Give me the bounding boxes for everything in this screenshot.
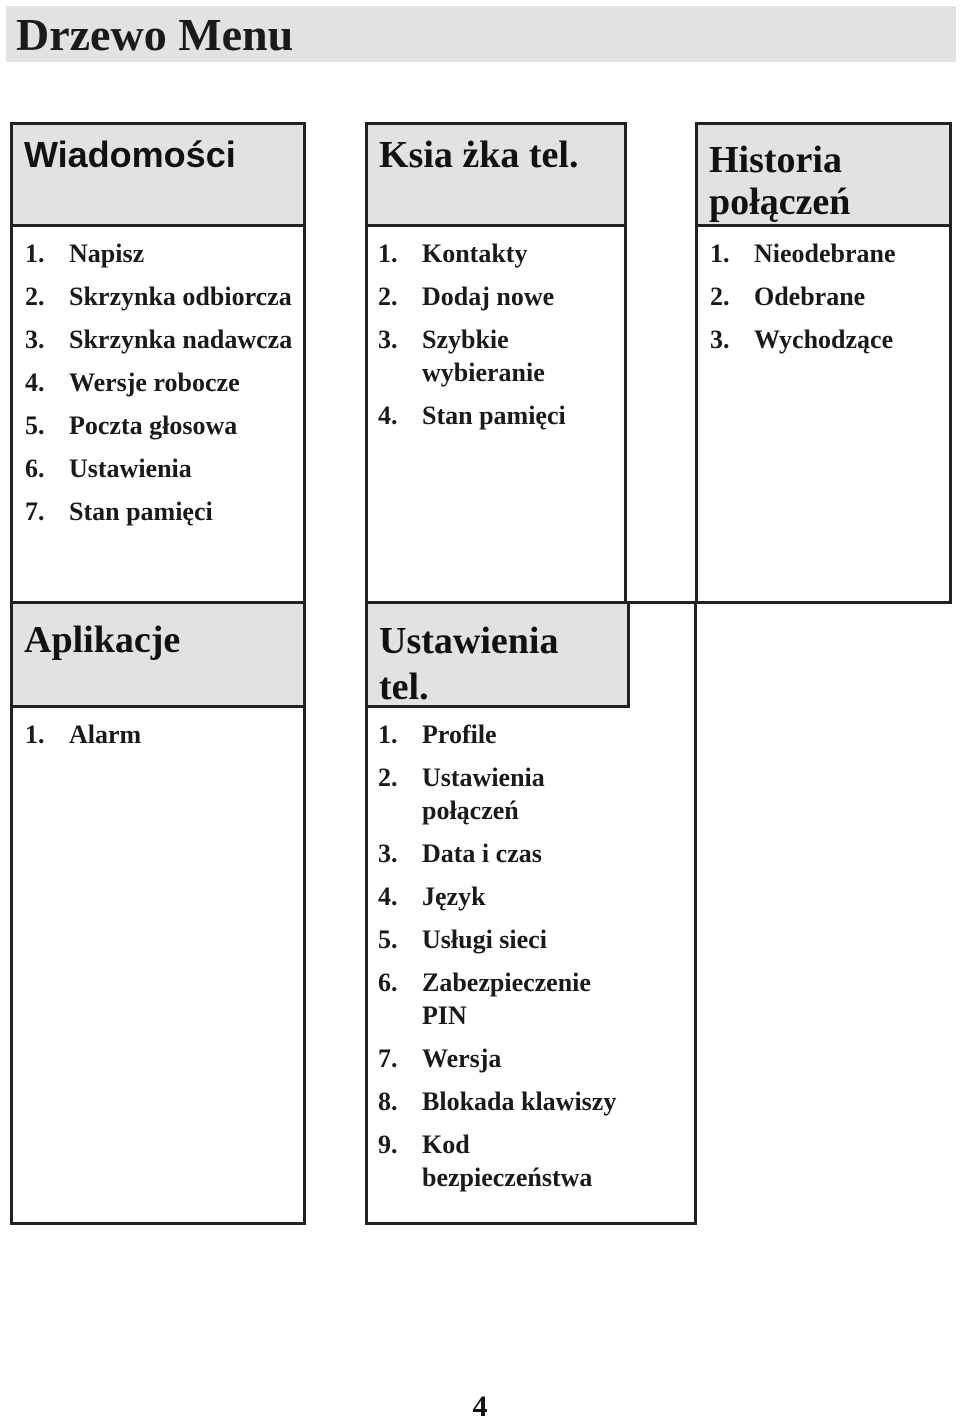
section-heading-historia xyxy=(698,125,949,227)
item-number: 3. xyxy=(378,325,398,354)
item-label: Dodaj nowe xyxy=(422,282,555,311)
item-number: 4. xyxy=(378,401,398,430)
list-item xyxy=(25,323,295,356)
item-label: Wersja xyxy=(422,1044,502,1073)
menu-list-wiadomosci xyxy=(25,237,295,538)
item-number: 1. xyxy=(378,720,398,749)
item-label: Blokada klawiszy xyxy=(422,1087,617,1116)
menu-list-historia xyxy=(710,237,950,366)
section-wiadomosci xyxy=(10,122,306,604)
item-label: Ustawienia xyxy=(69,454,192,483)
menu-list-ksiazka xyxy=(378,237,618,442)
heading-text: Ksia żka tel. xyxy=(379,134,579,176)
item-number: 5. xyxy=(378,925,398,954)
item-number: 3. xyxy=(710,325,730,354)
item-number: 1. xyxy=(25,720,45,749)
list-item xyxy=(25,495,295,528)
heading-text: Wiadomości xyxy=(24,134,236,175)
list-item xyxy=(378,237,618,270)
item-number: 3. xyxy=(378,839,398,868)
list-item xyxy=(378,323,618,389)
item-label: Ustawienia połączeń xyxy=(422,763,545,825)
menu-list-ustawienia xyxy=(378,718,628,1204)
list-item xyxy=(25,366,295,399)
list-item xyxy=(378,880,628,913)
item-label: Zabezpieczenie PIN xyxy=(422,968,591,1030)
list-item xyxy=(378,280,618,313)
section-heading-wiadomosci xyxy=(13,125,303,227)
item-label: Profile xyxy=(422,720,497,749)
heading-text: Ustawienia tel. xyxy=(379,620,559,708)
item-number: 8. xyxy=(378,1087,398,1116)
item-label: Wersje robocze xyxy=(69,368,240,397)
item-label: Data i czas xyxy=(422,839,542,868)
list-item xyxy=(378,761,628,827)
item-label: Stan pamięci xyxy=(422,401,566,430)
item-label: Alarm xyxy=(69,720,142,749)
list-item xyxy=(378,1085,628,1118)
item-number: 2. xyxy=(710,282,730,311)
heading-text: Aplikacje xyxy=(24,619,181,661)
section-heading-ksiazka xyxy=(368,125,624,227)
item-number: 6. xyxy=(25,454,45,483)
item-label: Stan pamięci xyxy=(69,497,213,526)
item-number: 6. xyxy=(378,968,398,997)
page-number: 4 xyxy=(472,1390,488,1423)
item-number: 5. xyxy=(25,411,45,440)
heading-divider xyxy=(627,604,630,708)
section-ksiazka xyxy=(365,122,627,604)
list-item xyxy=(25,237,295,270)
item-label: Kontakty xyxy=(422,239,528,268)
item-label: Nieodebrane xyxy=(754,239,896,268)
list-item xyxy=(710,237,950,270)
item-number: 9. xyxy=(378,1130,398,1159)
item-number: 1. xyxy=(378,239,398,268)
menu-list-aplikacje xyxy=(25,718,295,761)
list-item xyxy=(710,280,950,313)
item-label: Usługi sieci xyxy=(422,925,547,954)
list-item xyxy=(378,399,618,432)
list-item xyxy=(25,280,295,313)
section-ustawienia xyxy=(365,601,697,1225)
list-item xyxy=(25,718,295,751)
item-number: 2. xyxy=(25,282,45,311)
item-number: 1. xyxy=(710,239,730,268)
list-item xyxy=(378,837,628,870)
section-heading-aplikacje xyxy=(13,604,303,708)
item-number: 2. xyxy=(378,763,398,792)
item-number: 1. xyxy=(25,239,45,268)
list-item xyxy=(25,409,295,442)
item-number: 7. xyxy=(378,1044,398,1073)
list-item xyxy=(378,923,628,956)
item-label: Poczta głosowa xyxy=(69,411,238,440)
item-label: Napisz xyxy=(69,239,145,268)
item-number: 3. xyxy=(25,325,45,354)
item-label: Szybkie wybieranie xyxy=(422,325,545,387)
list-item xyxy=(378,1042,628,1075)
item-label: Skrzynka nadawcza xyxy=(69,325,293,354)
heading-text: Historia połączeń xyxy=(709,139,851,223)
list-item xyxy=(25,452,295,485)
list-item xyxy=(378,966,628,1032)
item-label: Wychodzące xyxy=(754,325,894,354)
section-historia xyxy=(695,122,952,604)
item-label: Język xyxy=(422,882,486,911)
section-heading-ustawienia xyxy=(368,604,630,708)
item-number: 4. xyxy=(378,882,398,911)
list-item xyxy=(710,323,950,356)
section-aplikacje xyxy=(10,601,306,1225)
item-label: Skrzynka odbiorcza xyxy=(69,282,292,311)
item-label: Odebrane xyxy=(754,282,866,311)
list-item xyxy=(378,1128,628,1194)
item-label: Kod bezpieczeństwa xyxy=(422,1130,593,1192)
item-number: 4. xyxy=(25,368,45,397)
item-number: 7. xyxy=(25,497,45,526)
title-bar xyxy=(6,6,956,62)
page-title: Drzewo Menu xyxy=(16,9,294,60)
list-item xyxy=(378,718,628,751)
item-number: 2. xyxy=(378,282,398,311)
